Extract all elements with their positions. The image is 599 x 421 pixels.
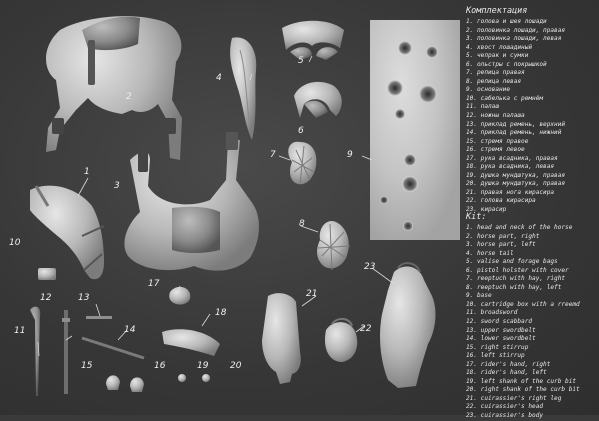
list-item: 6. ольстры с покрышкой	[466, 60, 547, 68]
list-item: 18. рука всадника, левая	[466, 163, 555, 171]
callout-18: 18	[215, 308, 227, 318]
part-base	[370, 20, 460, 240]
list-item: 14. приклад ремень, нижний	[466, 129, 562, 137]
list-item: 19. left shank of the curb bit	[466, 377, 577, 385]
part-cuirassier-head	[325, 319, 357, 362]
callout-15: 15	[81, 361, 93, 371]
list-item: 22. голова кирасира	[466, 197, 536, 205]
list-item: 11. палаш	[466, 103, 500, 111]
list-item: 1. голова и шея лошади	[466, 18, 547, 25]
list-item: 23. кирасир	[466, 206, 507, 214]
part-horse-tail	[230, 37, 256, 140]
list-item: 17. rider's hand, right	[466, 360, 551, 368]
callout-22: 22	[360, 324, 372, 334]
callout-1: 1	[84, 167, 90, 177]
list-item: 2. половинка лошади, правая	[466, 26, 566, 34]
callout-19: 19	[197, 361, 209, 371]
part-horse-head	[30, 186, 104, 280]
parts-list-russian	[466, 6, 565, 215]
list-item: 8. reeptuch with hay, left	[466, 283, 562, 291]
list-item: 16. стремя левое	[466, 146, 525, 154]
list-item: 2. horse part, right	[466, 232, 540, 240]
list-item: 15. стремя правое	[466, 137, 529, 145]
list-item: 21. правая нога кирасира	[466, 188, 555, 196]
list-item: 9. основание	[466, 86, 511, 94]
part-left-stirrup	[130, 377, 144, 392]
callout-11: 11	[14, 326, 26, 336]
list-item: 20. душка мундштука, правая	[466, 180, 566, 188]
callout-21: 21	[306, 289, 318, 299]
list-item: 6. pistol holster with cover	[466, 266, 569, 274]
part-cuirassier-body	[380, 263, 435, 388]
list-item: 4. хвост лошадиный	[466, 43, 533, 51]
part-left-hand	[162, 329, 220, 356]
list-item: 10. сабелька с ремнём	[466, 94, 544, 102]
part-lower-swordbelt	[82, 338, 144, 358]
list-item: 7. репица правая	[466, 69, 525, 77]
callout-10: 10	[9, 238, 21, 248]
list-item: 9. base	[466, 292, 492, 300]
list-item: 7. reeptuch with hay, right	[466, 275, 566, 283]
list-item: 12. sword scabbard	[466, 318, 533, 326]
part-curb-bit-shanks	[178, 374, 210, 382]
list-item: 17. рука всадника, правая	[466, 154, 558, 162]
list-item: 3. половинка лошади, левая	[466, 35, 562, 43]
part-horse-left-half	[124, 132, 259, 271]
list-item: 5. valise and forage bags	[466, 258, 558, 266]
list-item: 20. right shank of the curb bit	[466, 386, 580, 394]
parts-list-russian-heading: Комплектация	[466, 6, 528, 16]
callout-13: 13	[78, 293, 90, 303]
callout-17: 17	[148, 279, 160, 289]
list-item: 11. broadsword	[466, 309, 518, 317]
list-item: 8. репица левая	[466, 77, 522, 85]
list-item: 23. cuirassier's body	[466, 412, 544, 420]
callout-6: 6	[298, 126, 304, 136]
part-right-hand	[169, 287, 190, 305]
list-item: 19. душка мундштука, правая	[466, 171, 566, 179]
list-item: 1. head and neck of the horse	[466, 224, 573, 231]
callout-4: 4	[216, 73, 222, 83]
parts-list-english-heading: Kit:	[466, 212, 487, 222]
callout-12: 12	[40, 293, 52, 303]
callout-14: 14	[124, 325, 136, 335]
list-item: 14. lower swordbelt	[466, 335, 536, 343]
callout-9: 9	[347, 150, 353, 160]
list-item: 15. right stirrup	[466, 343, 529, 351]
part-upper-swordbelt	[86, 316, 112, 319]
callout-23: 23	[364, 262, 376, 272]
list-item: 21. cuirassier's right leg	[466, 394, 562, 402]
list-item: 10. cartridge box with a rreemd	[466, 300, 580, 308]
list-item: 22. cuirassier's head	[466, 403, 544, 411]
part-horse-right-half	[46, 16, 182, 160]
part-hay-net-left	[317, 221, 350, 270]
list-item: 3. horse part, left	[466, 241, 536, 249]
part-cartridge-box	[38, 268, 56, 280]
callout-3: 3	[114, 181, 120, 191]
part-scabbard	[62, 310, 70, 394]
list-item: 13. приклад ремень, верхний	[466, 120, 566, 128]
part-hay-net-right	[288, 142, 316, 185]
part-pistol-holster	[294, 82, 342, 118]
list-item: 16. left stirrup	[466, 352, 525, 360]
callout-20: 20	[230, 361, 242, 371]
part-right-leg	[262, 293, 301, 384]
callout-5: 5	[298, 56, 304, 66]
callout-16: 16	[154, 361, 166, 371]
list-item: 18. rider's hand, left	[466, 369, 547, 377]
list-item: 13. upper swordbelt	[466, 326, 536, 334]
callout-2: 2	[126, 92, 132, 102]
callout-7: 7	[270, 150, 276, 160]
part-valise	[282, 21, 344, 60]
list-item: 5. чепрак и сумки	[466, 52, 529, 60]
list-item: 4. horse tail	[466, 249, 514, 257]
part-right-stirrup	[106, 375, 120, 390]
callout-8: 8	[299, 219, 305, 229]
parts-list-english	[466, 212, 580, 421]
list-item: 12. ножны палаша	[466, 112, 525, 120]
